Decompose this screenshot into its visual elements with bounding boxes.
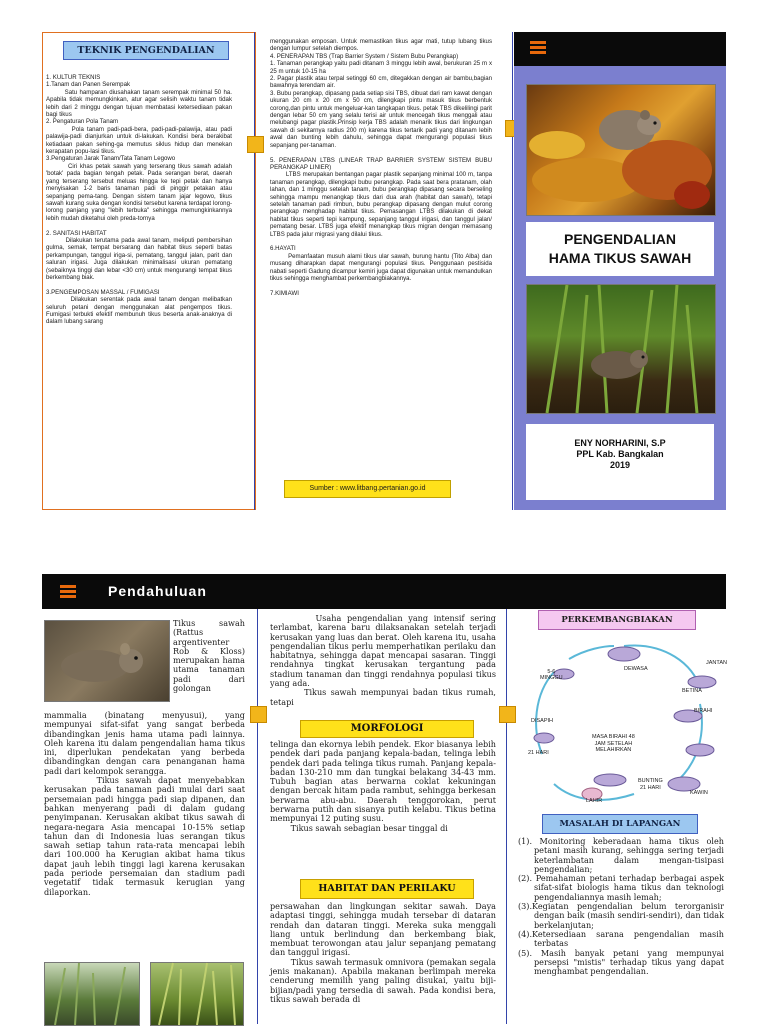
author-box [526,424,714,500]
label-lahir: LAHIR [586,798,603,804]
corn-mouse-photo [526,84,716,216]
label-dewasa: DEWASA [624,666,648,672]
label-birahi: BIRAHI [694,708,713,714]
field-illustration-1 [45,963,139,1025]
divider-4 [506,609,507,1024]
rice-rat-photo [526,284,716,414]
cover-title-box [526,222,714,276]
field-illustration-2 [151,963,243,1025]
habitat-body: persawahan dan lingkungan sekitar sawah. Daya adaptasi tinggi, sehingga mudah tersebar di dataran rendah dan dataran tinggi. Mereka suka menggali liang untuk berlindung dan berkembang biak, membuat terowongan atau jalur sepanjang pematang dan tanggul irigasi. Tikus sawah termasuk omnivora (pemakan segala jenis makanan). Apabila makanan berlimpah mereka cenderung memilih yang paling disukai, yaitu biji-bijian/padi yang tersedia di sawah. Pada kondisi bera, tikus sawah berada di [270,901,496,1004]
cover-title-line2: HAMA TIKUS SAWAH [548,250,692,266]
label-21-hari: 21 HARI [528,750,549,756]
label-masa-birahi: MASA BIRAHI 48 JAM SETELAH MELAHIRKAN [592,734,635,753]
pendahuluan-text [44,711,245,955]
page1 [42,32,726,510]
label-jantan: JANTAN [706,660,727,666]
divider-1 [254,32,255,510]
page2-header-bar [42,574,726,609]
masalah-item: (1). Monitoring keberadaan hama tikus oleh petani masih kurang, sehingga sering terjadi keterlambatan dalam mengan-tisipasi pengendalian; [518,836,724,874]
teknik-text [46,74,232,504]
label-betina: BETINA [682,688,702,694]
author-name: ENY NORHARINI, S.P [574,438,666,448]
label-minggu: 5-6 MINGGU [540,669,563,681]
habitat-panel [270,902,496,1024]
tbs-body: menggunakan emposan. Untuk memastikan tikus agar mati, tutup lubang tikus dengan lumpur setelah diempos. 4. PENERAPAN TBS (Trap Barrier System / Sistem Bubu Perangkap) 1. Tanaman perangkap yaitu padi ditanam 3 minggu lebih awal, berukuran 25 m x 25 m untuk 10-15 ha 2. Pagar plastik atau terpal setinggi 60 cm, ditegakkan dengan air bambu,bagian bawahnya terendam air. 3. Bubu perangkap, dipasang pada setiap sisi TBS, dibuat dari ram kawat dengan ukuran 20 cm x 20 cm x 50 cm, dilengkapi pintu masuk tikus berbentuk corong,dan pintu untuk mengeluar-kan tangkapan tikus. petak TBS dikelilingi parit dengan lebar 50 cm yang selalu terisi air untuk mencegah tikus menggali atau melubangi pagar plastik.Prinsip kerja TBS adalah menarik tikus dari lingkungan sawah di sekitarnya radius 200 m) karena tikus tertarik padi yang ditanam lebih awal dan bunting lebih dahulu, sehingga dapat mengurangi populasi tikus sepanjang per-tanaman. 5. PENERAPAN LTBS (LINEAR TRAP BARRIER SYSTEM/ SISTEM BUBU PERANGKAP LINIER) LTBS merupakan bentangan pagar plastik sepanjang minimal 100 m, tanpa tanaman perangkap, dilengkapi bubu perangkap. Pada saat bera pratanam, olah lahan, dan 1 minggu setelah tanam, bubu perangkap dipasang secara berseling sehingga mampu menangkap tikus dari dua arah (habitat dan sawah), tetapi setelah tanaman padi rimbun, bubu perangkap dipasang dengan mulut corong perangkap menghadap habitat tikus. Pemasangan LTBS dilakukan di dekat habitat tikus seperti tepi kampung, sepanjang tanggul irigasi, dan tanggul jalan/ pematang besar. LTBS juga efektif menangkap tikus migran dengan memasang LTBS pada jalur migrasi yang dilalui tikus. 6.HAYATI Pemanfaatan musuh alami tikus ular sawah, burung hantu (Tito Alba) dan musang diharapkan dapat mengurangi populasi tikus. Penggunaan pestisida nabati seperti Gadung dicampur kemiri juga dapat digunakan untuk memandulkan tikus sehingga menghambat perkembangbiakannya. 7.KIMIAWI [270,38,493,297]
pendahuluan-body: mammalia (binatang menyusui), yang mempunyai sifat-sifat yang sangat berbeda dibandingkan jenis hama utama padi lainnya. Oleh karena itu dalam pengendalian hama tikus ini, diperlukan pendekatan yang berbeda dibandingkan dengan cara penanganan hama padi dari kelompok serangga. Tikus sawah dapat menyebabkan kerusakan pada tanaman padi mulai dari saat persemaian padi hingga padi siap dipanen, dan bahkan menyerang padi di dalam gudang penyimpanan. Kerusakan akibat tikus sawah di negara-negara Asia mencapai 10-15% setiap tahun dan di Indonesia luas serangan tikus sawah setiap tahun rata-rata mencapai lebih dari 100.000 ha Kerugian akibat hama tikus dapat jauh lebih tinggi lagi karena kerusakan pada periode persemaian dan stadium padi vegetatif tidak termasuk kerugian yang dilaporkan. [44,710,245,897]
menu-icon [530,41,546,54]
rat-illustration [45,621,169,701]
cover-year: 2019 [609,460,631,470]
field-photo-1 [44,962,140,1026]
perkembangbiakan-heading: PERKEMBANGBIAKAN [538,610,696,630]
divider-3-marker [250,706,267,723]
intro-body: Usaha pengendalian yang intensif sering terlambat, karena baru dilaksanakan setelah terjadi kerusakan yang luas dan berat. Oleh karena itu, usaha pengendalian tikus perlu memperhatikan perilaku dan habitatnya, sehingga dapat mencapai sasaran. Tinggi rendahnya tingkat kerusakan tergantung pada stadium tanaman dan tinggi rendahnya populasi tikus yang ada. Tikus sawah mempunyai badan tikus rumah, tetapi [270,613,496,707]
cover-title-line1: PENGENDALIAN [563,231,676,247]
rat-photo [44,620,170,702]
tbs-text [270,38,492,470]
intro-panel [270,614,496,728]
label-bunting: BUNTING 21 HARI [638,778,663,791]
cover-panel [514,32,726,510]
caption-panel [173,619,245,709]
page2 [42,574,726,1024]
masalah-item: (3).Kegiatan pengendalian belum terorganisir dengan baik (masih sendiri-sendiri), dan tidak berkelanjutan; [518,901,724,930]
masalah-item: (4).Ketersediaan sarana pengendalian masih terbatas [518,928,724,949]
divider-2 [512,32,513,510]
masalah-heading: MASALAH DI LAPANGAN [542,814,698,834]
morfologi-body: telinga dan ekornya lebih pendek. Ekor biasanya lebih pendek dari pada panjang kepala-badan, telinga lebih pendek dari pada telinga tikus rumah. Panjang kepala-badan 130-210 mm dan tungkai belakang 34-43 mm. Tubuh bagian atas berwarna coklat kekuningan dengan bercak hitam pada rambut, sehingga berkesan berwarna abu-abu. Daerah tenggorokan, perut berwarna putih dan sisanya putih kelabu. Tikus betina mempunyai 12 puting susu. Tikus sawah sebagian besar tinggal di [270,739,496,833]
header-title: Pendahuluan [108,583,207,599]
masalah-item: (5). Masih banyak petani yang mempunyai persepsi "mistis" terhadap tikus yang dapat menghambat pengendalian. [518,947,724,977]
morfologi-heading: MORFOLOGI [300,720,474,738]
masalah-panel [518,837,724,1024]
label-kawin: KAWIN [690,790,708,796]
page1-col2 [256,32,512,510]
rat-caption: Tikus sawah (Rattus argentiventer Rob & Kloss) merupakan hama utama tanaman padi dari golongan [173,618,245,694]
masalah-item: (2). Pemahaman petani terhadap berbagai aspek sifat-sifat biologis hama tikus dan teknologi pengendaliannya masih lemah; [518,873,724,902]
page1-col1 [42,32,256,510]
field-photo-2 [150,962,244,1026]
habitat-heading: HABITAT DAN PERILAKU [300,879,474,899]
source-box: Sumber : www.litbang.pertanian.go.id [284,480,451,498]
teknik-heading: TEKNIK PENGENDALIAN [63,41,229,60]
label-disapih: DISAPIH [531,718,554,724]
teknik-body: 1. KULTUR TEKNIS 1.Tanam dan Panen Serempak Satu hamparan diusahakan tanam serempak minimal 50 ha. Apabila tidak memungkinkan, atur agar selisih waktu tanam tidak lebih dari 2 minggu dengan tujuan membatasi ketersediaan pakan bagi tikus 2. Pengaturan Pola Tanam Pola tanam padi-padi-bera, padi-padi-palawija, atau padi palawija-padi dianjurkan untuk di-lakukan. Kondisi bera berakibat ketiadaan pakan sehing-ga memutus siklus hidup dan menekan kerapatan popu-lasi tikus. 3.Pengaturan Jarak Tanam/Tata Tanam Legowo Ciri khas petak sawah yang terserang tikus sawah adalah 'botak' pada bagian tengah petak. Pada serangan berat, daerah yang terserang tersebut meluas hingga ke tepi petak dan hanya menyisakan 1-2 baris tanaman padi di pinggir petakan atau sepanjang pema-tang. Dengan sistem tanam jajar legowo, tikus sawah kurang suka dengan kondisi tersebut karena terdapat lorong-lorong panjang yang "lebih terbuka" sehingga memungkinkannya lebih mudah diketahui oleh preda-tornya 2. SANITASI HABITAT Dilakukan terutama pada awal tanam, meliputi pembersihan gulma, semak, tempat bersarang dan habitat tikus seperti batas perkampungan, tanggul iriga-si, pematang, tanggul jalan, parit dan saluran irigasi. Juga dilakukan minimalisasi ukuran pematang (sebaiknya tinggi dan lebar <30 cm) untuk mengurangi tempat tikus berkembang biak. 3.PENGEMPOSAN MASSAL / FUMIGASI Dilakukan serentak pada awal tanam dengan melibatkan seluruh petani dengan menggunakan alat pengempos tikus. Fumigasi terbukti efektif membunuh tikus beserta anak-anaknya di dalam lubang sarang [46,74,233,326]
menu-icon [60,585,76,598]
cover-header-bar [514,32,726,66]
morfologi-panel [270,740,496,846]
author-role: PPL Kab. Bangkalan [576,449,664,459]
rice-rat-illustration [527,285,715,413]
corn-mouse-illustration [527,85,715,215]
divider-3 [257,609,258,1024]
